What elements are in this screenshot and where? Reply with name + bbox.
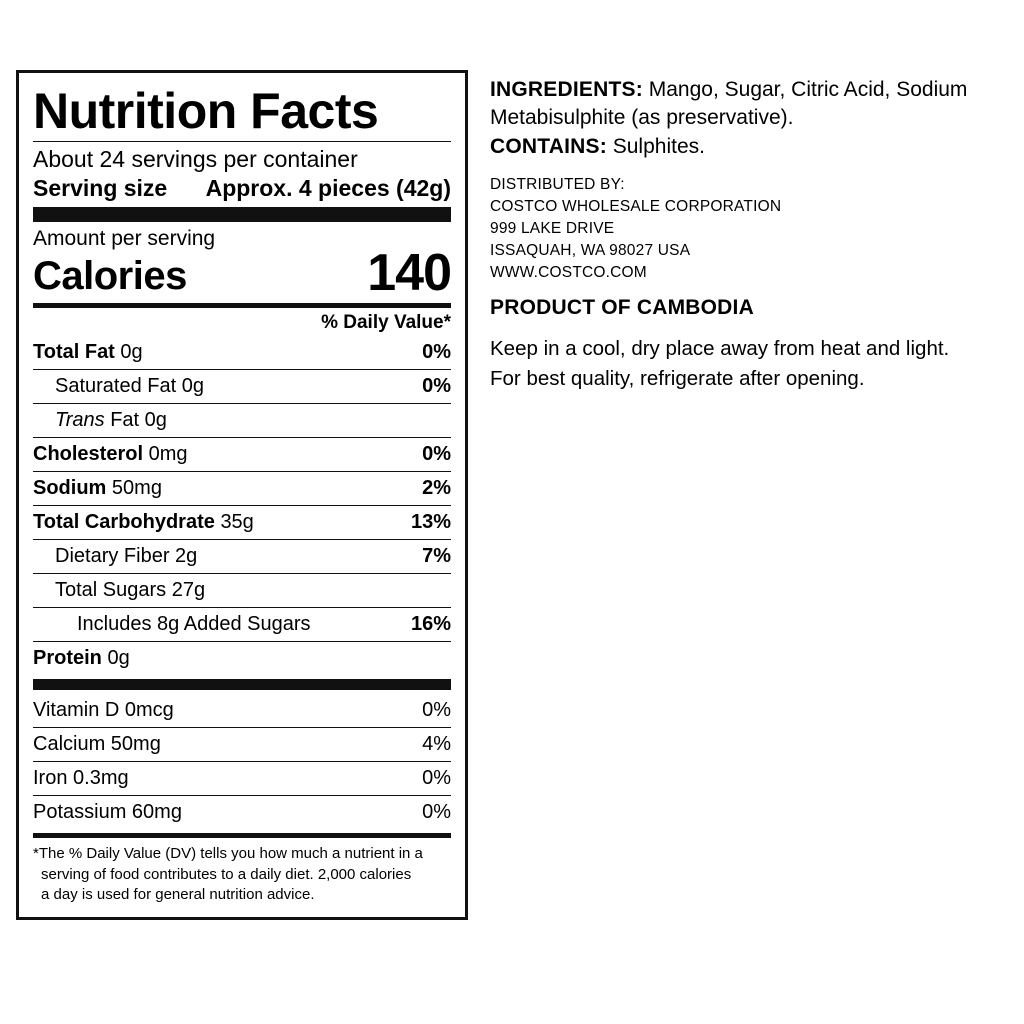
vitamin-name: Iron 0.3mg [33,767,129,790]
footnote-line-2: serving of food contributes to a daily diet. 2,000 calories [41,865,412,883]
calories-value: 140 [367,244,451,303]
nutrient-dv: 16% [410,613,451,636]
nutrient-dv: 0% [422,443,451,466]
daily-value-header: % Daily Value* [321,312,451,334]
divider-medium [33,833,451,838]
serving-size-value: Approx. 4 pieces (42g) [205,175,451,202]
vitamin-name: Potassium 60mg [33,801,182,824]
nutrient-amount: 35g [220,511,254,534]
nutrient-dv: 0% [422,375,451,398]
table-row [33,607,451,641]
product-info-column [490,76,1010,393]
nutrient-dv: 13% [410,511,451,534]
contains-text: Sulphites. [606,135,705,159]
divider-medium [33,303,451,308]
table-row [33,403,451,437]
contains-paragraph [490,133,1010,161]
storage-line-1: Keep in a cool, dry place away from heat and light. [490,336,950,360]
table-row [33,437,451,471]
product-origin: PRODUCT OF CAMBODIA [490,295,754,319]
nutrient-name: Total Carbohydrate [33,511,215,534]
calories-label: Calories [33,254,187,299]
vitamin-name: Vitamin D 0mcg [33,699,174,722]
distributor-block [490,174,1010,284]
table-row [33,795,451,829]
serving-size-row [33,175,451,202]
table-row [33,505,451,539]
table-row [33,694,451,727]
serving-size-label: Serving size [33,175,168,202]
divider [33,141,451,142]
vitamin-dv: 0% [422,801,451,824]
ingredients-label: INGREDIENTS: [490,78,643,101]
vitamin-dv: 0% [422,699,451,722]
nutrient-name: Trans [55,409,105,432]
nutrient-rows [33,336,451,675]
table-row [33,727,451,761]
amount-per-serving-label: Amount per serving [33,227,216,251]
nutrient-amount: 50mg [111,477,162,500]
calories-row [33,244,451,303]
servings-per-container: About 24 servings per container [33,145,358,172]
nutrient-amount: 0g [181,375,204,398]
nutrient-name: Includes 8g Added Sugars [77,613,311,636]
nutrient-name: Total Fat [33,341,115,364]
footnote-line-3: a day is used for general nutrition advice. [41,885,315,903]
nutrient-name: Dietary Fiber [55,545,170,568]
daily-value-footnote [33,844,451,905]
nutrition-facts-panel [16,70,468,920]
ingredients-paragraph [490,76,1010,131]
table-row [33,573,451,607]
nutrient-dv: 7% [422,545,451,568]
nutrient-amount: Fat 0g [110,409,167,432]
nutrient-name: Saturated Fat [55,375,177,398]
distributor-line: ISSAQUAH, WA 98027 USA [490,241,691,259]
table-row [33,369,451,403]
distributor-line: 999 LAKE DRIVE [490,219,615,237]
divider-thick [33,207,451,222]
nutrient-name: Cholesterol [33,443,144,466]
nutrient-dv: 0% [422,341,451,364]
nutrient-dv: 2% [422,477,451,500]
table-row [33,539,451,573]
nutrient-amount: 0g [107,647,130,670]
nutrient-amount: 0mg [148,443,188,466]
divider-thick [33,679,451,690]
contains-label: CONTAINS: [490,135,607,159]
vitamin-name: Calcium 50mg [33,733,161,756]
table-row [33,471,451,505]
nutrient-amount: 0g [120,341,143,364]
nutrient-name: Sodium [33,477,107,500]
nutrient-name: Total Sugars [55,579,167,602]
vitamin-dv: 4% [422,733,451,756]
table-row [33,641,451,675]
distributor-line: DISTRIBUTED BY: [490,175,625,193]
storage-line-2: For best quality, refrigerate after opening. [490,366,865,390]
nutrient-amount: 2g [175,545,198,568]
storage-instructions [490,334,1010,393]
vitamin-dv: 0% [422,767,451,790]
page-title: Nutrition Facts [33,83,379,139]
footnote-line-1: *The % Daily Value (DV) tells you how much a nutrient in a [33,845,423,863]
nutrient-amount: 27g [171,579,206,602]
nutrient-name: Protein [33,647,102,670]
distributor-website: WWW.COSTCO.COM [490,263,647,281]
table-row [33,336,451,369]
ingredients-text: Mango, Sugar, Citric Acid, Sodium Metabisulphite (as preservative). [490,78,968,129]
table-row [33,761,451,795]
vitamin-rows [33,694,451,829]
distributor-line: COSTCO WHOLESALE CORPORATION [490,197,782,215]
